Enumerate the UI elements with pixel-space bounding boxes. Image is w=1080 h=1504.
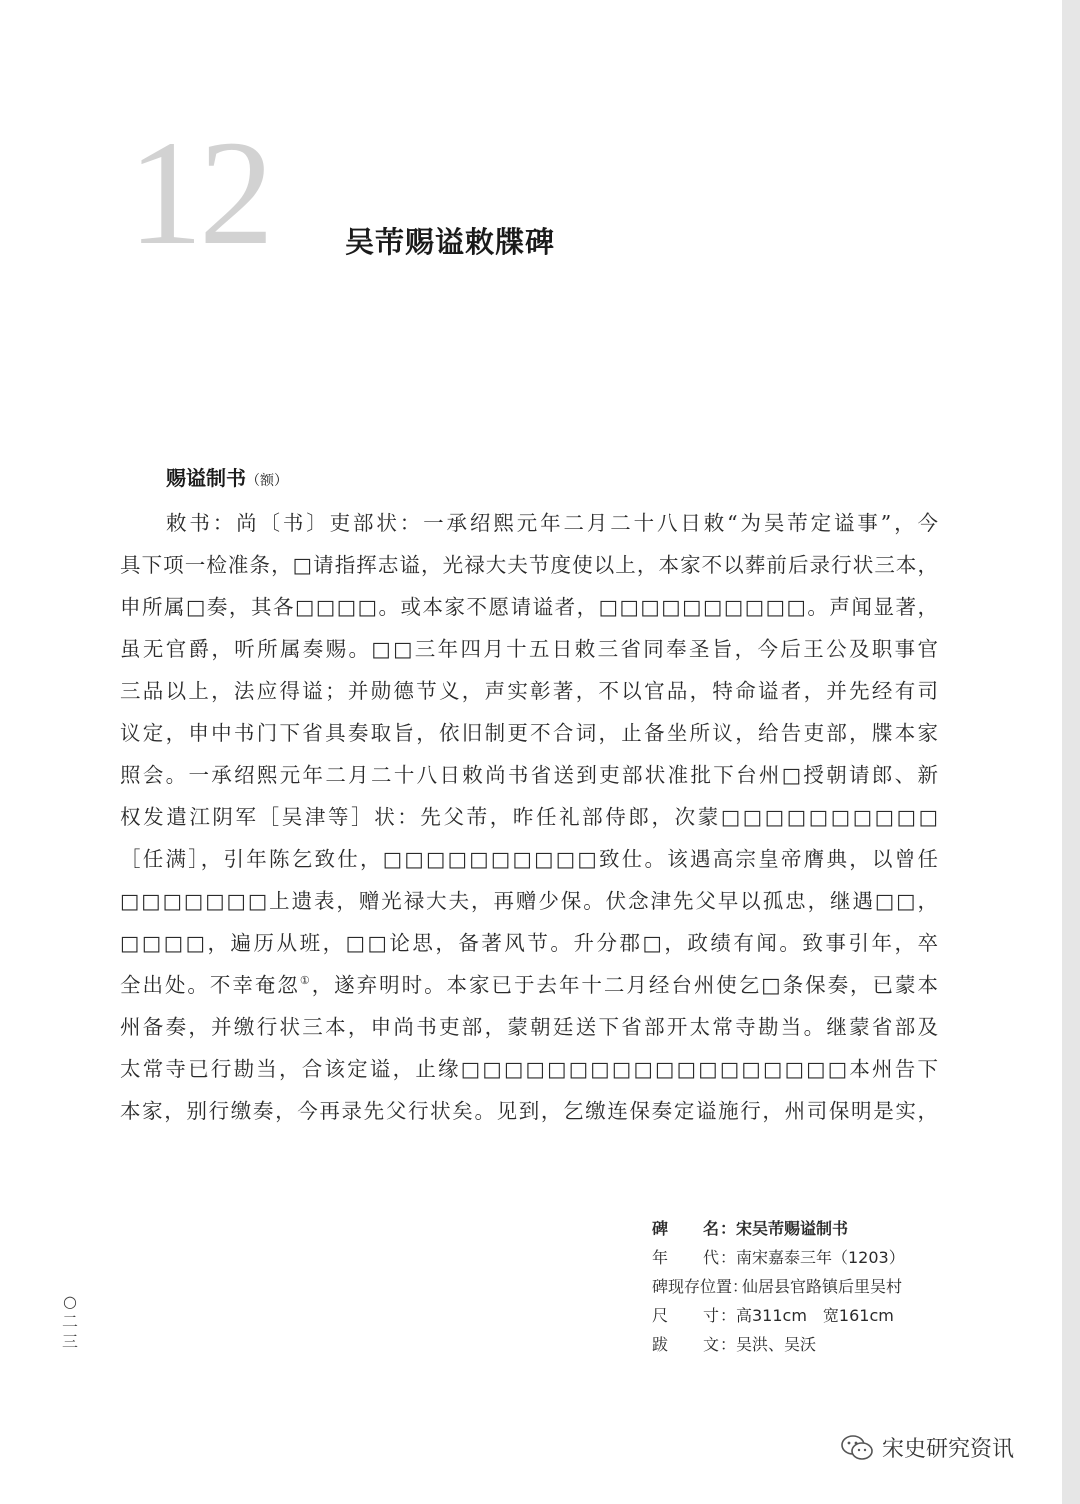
page-number-char: ○	[63, 1292, 77, 1311]
watermark-text: 宋史研究资讯	[882, 1437, 1015, 1462]
info-label: 碑现存位置：	[652, 1277, 749, 1296]
page-number-char: 二	[61, 1312, 78, 1331]
body-line: 权发遣江阴军［吴津等］状：先父芾，昨任礼部侍郎，次蒙□□□□□□□□□□	[120, 805, 938, 829]
info-value: 高311cm 宽161cm	[736, 1306, 894, 1325]
info-value: 宋吴芾赐谥制书	[736, 1219, 849, 1238]
stele-info-table	[652, 1214, 905, 1359]
section-heading-note: （额）	[246, 473, 288, 489]
info-row-size	[652, 1301, 905, 1330]
body-text	[120, 502, 938, 1132]
body-line: 申所属□奏，其各□□□□。或本家不愿请谥者，□□□□□□□□□□。声闻显著，	[120, 595, 938, 619]
info-value: 仙居县官路镇后里吴村	[742, 1277, 903, 1296]
info-label: 碑 名：	[652, 1219, 736, 1238]
body-line: 敕书：尚〔书〕吏部状：一承绍熙元年二月二十八日敕“为吴芾定谥事”，今	[166, 511, 938, 535]
info-value: 吴洪、吴沃	[736, 1335, 817, 1354]
info-row-date	[652, 1243, 905, 1272]
body-line-with-footnote	[120, 964, 938, 1006]
body-line: 虽无官爵，听所属奏赐。□□三年四月十五日敕三省同奉圣旨，今后王公及职事官	[120, 637, 938, 661]
info-value: 南宋嘉泰三年（1203）	[736, 1248, 905, 1267]
info-label: 跋 文：	[652, 1335, 736, 1354]
body-line-end: ，遂弃明时。本家已于去年十二月经台州使乞□条保奏，已蒙本	[311, 973, 938, 997]
page-edge-band	[1062, 0, 1080, 1504]
page-number	[60, 1292, 80, 1352]
body-line: 具下项一检准条，□请指挥志谥，光禄大夫节度使以上，本家不以葬前后录行状三本，	[120, 553, 938, 577]
wechat-icon	[840, 1434, 874, 1462]
info-label: 尺 寸：	[652, 1306, 736, 1325]
info-row-postscript	[652, 1330, 905, 1359]
body-line: 州备奏，并缴行状三本，申尚书吏部，蒙朝廷送下省部开太常寺勘当。继蒙省部及	[120, 1015, 938, 1039]
footnote-marker[interactable]: ①	[299, 974, 312, 988]
body-line: □□□□，遍历从班，□□论思，备著风节。升分郡□，政绩有闻。致事引年，卒	[120, 931, 938, 955]
page-number-char: 三	[61, 1332, 78, 1351]
section-heading-text: 赐谥制书	[166, 466, 246, 490]
section-heading	[166, 462, 288, 491]
body-line: 本家，别行缴奏，今再录先父行状矣。见到，乞缴连保奏定谥施行，州司保明是实，	[120, 1099, 938, 1123]
chapter-number: 12	[128, 110, 270, 276]
body-line: 太常寺已行勘当，合该定谥，止缘□□□□□□□□□□□□□□□□□□本州告下	[120, 1057, 938, 1081]
info-row-location	[652, 1272, 905, 1301]
body-line: ［任满］，引年陈乞致仕，□□□□□□□□□□致仕。该遇高宗皇帝膺典，以曾任	[120, 847, 938, 871]
watermark	[840, 1432, 1014, 1463]
body-line: 议定，申中书门下省具奏取旨，依旧制更不合词，止备坐所议，给告吏部，牒本家	[120, 721, 938, 745]
body-line: 三品以上，法应得谥；并勋德节义，声实彰著，不以官品，特命谥者，并先经有司	[120, 679, 938, 703]
body-line: 照会。一承绍熙元年二月二十八日敕尚书省送到吏部状准批下台州□授朝请郎、新	[120, 763, 938, 787]
chapter-title: 吴芾赐谥敕牒碑	[345, 225, 556, 259]
info-label: 年 代：	[652, 1248, 736, 1267]
info-row-name	[652, 1214, 905, 1243]
body-line-start: 全出处。不幸奄忽	[120, 973, 300, 997]
body-line: □□□□□□□上遗表，赠光禄大夫，再赠少保。伏念津先父早以孤忠，继遇□□，	[120, 889, 938, 913]
